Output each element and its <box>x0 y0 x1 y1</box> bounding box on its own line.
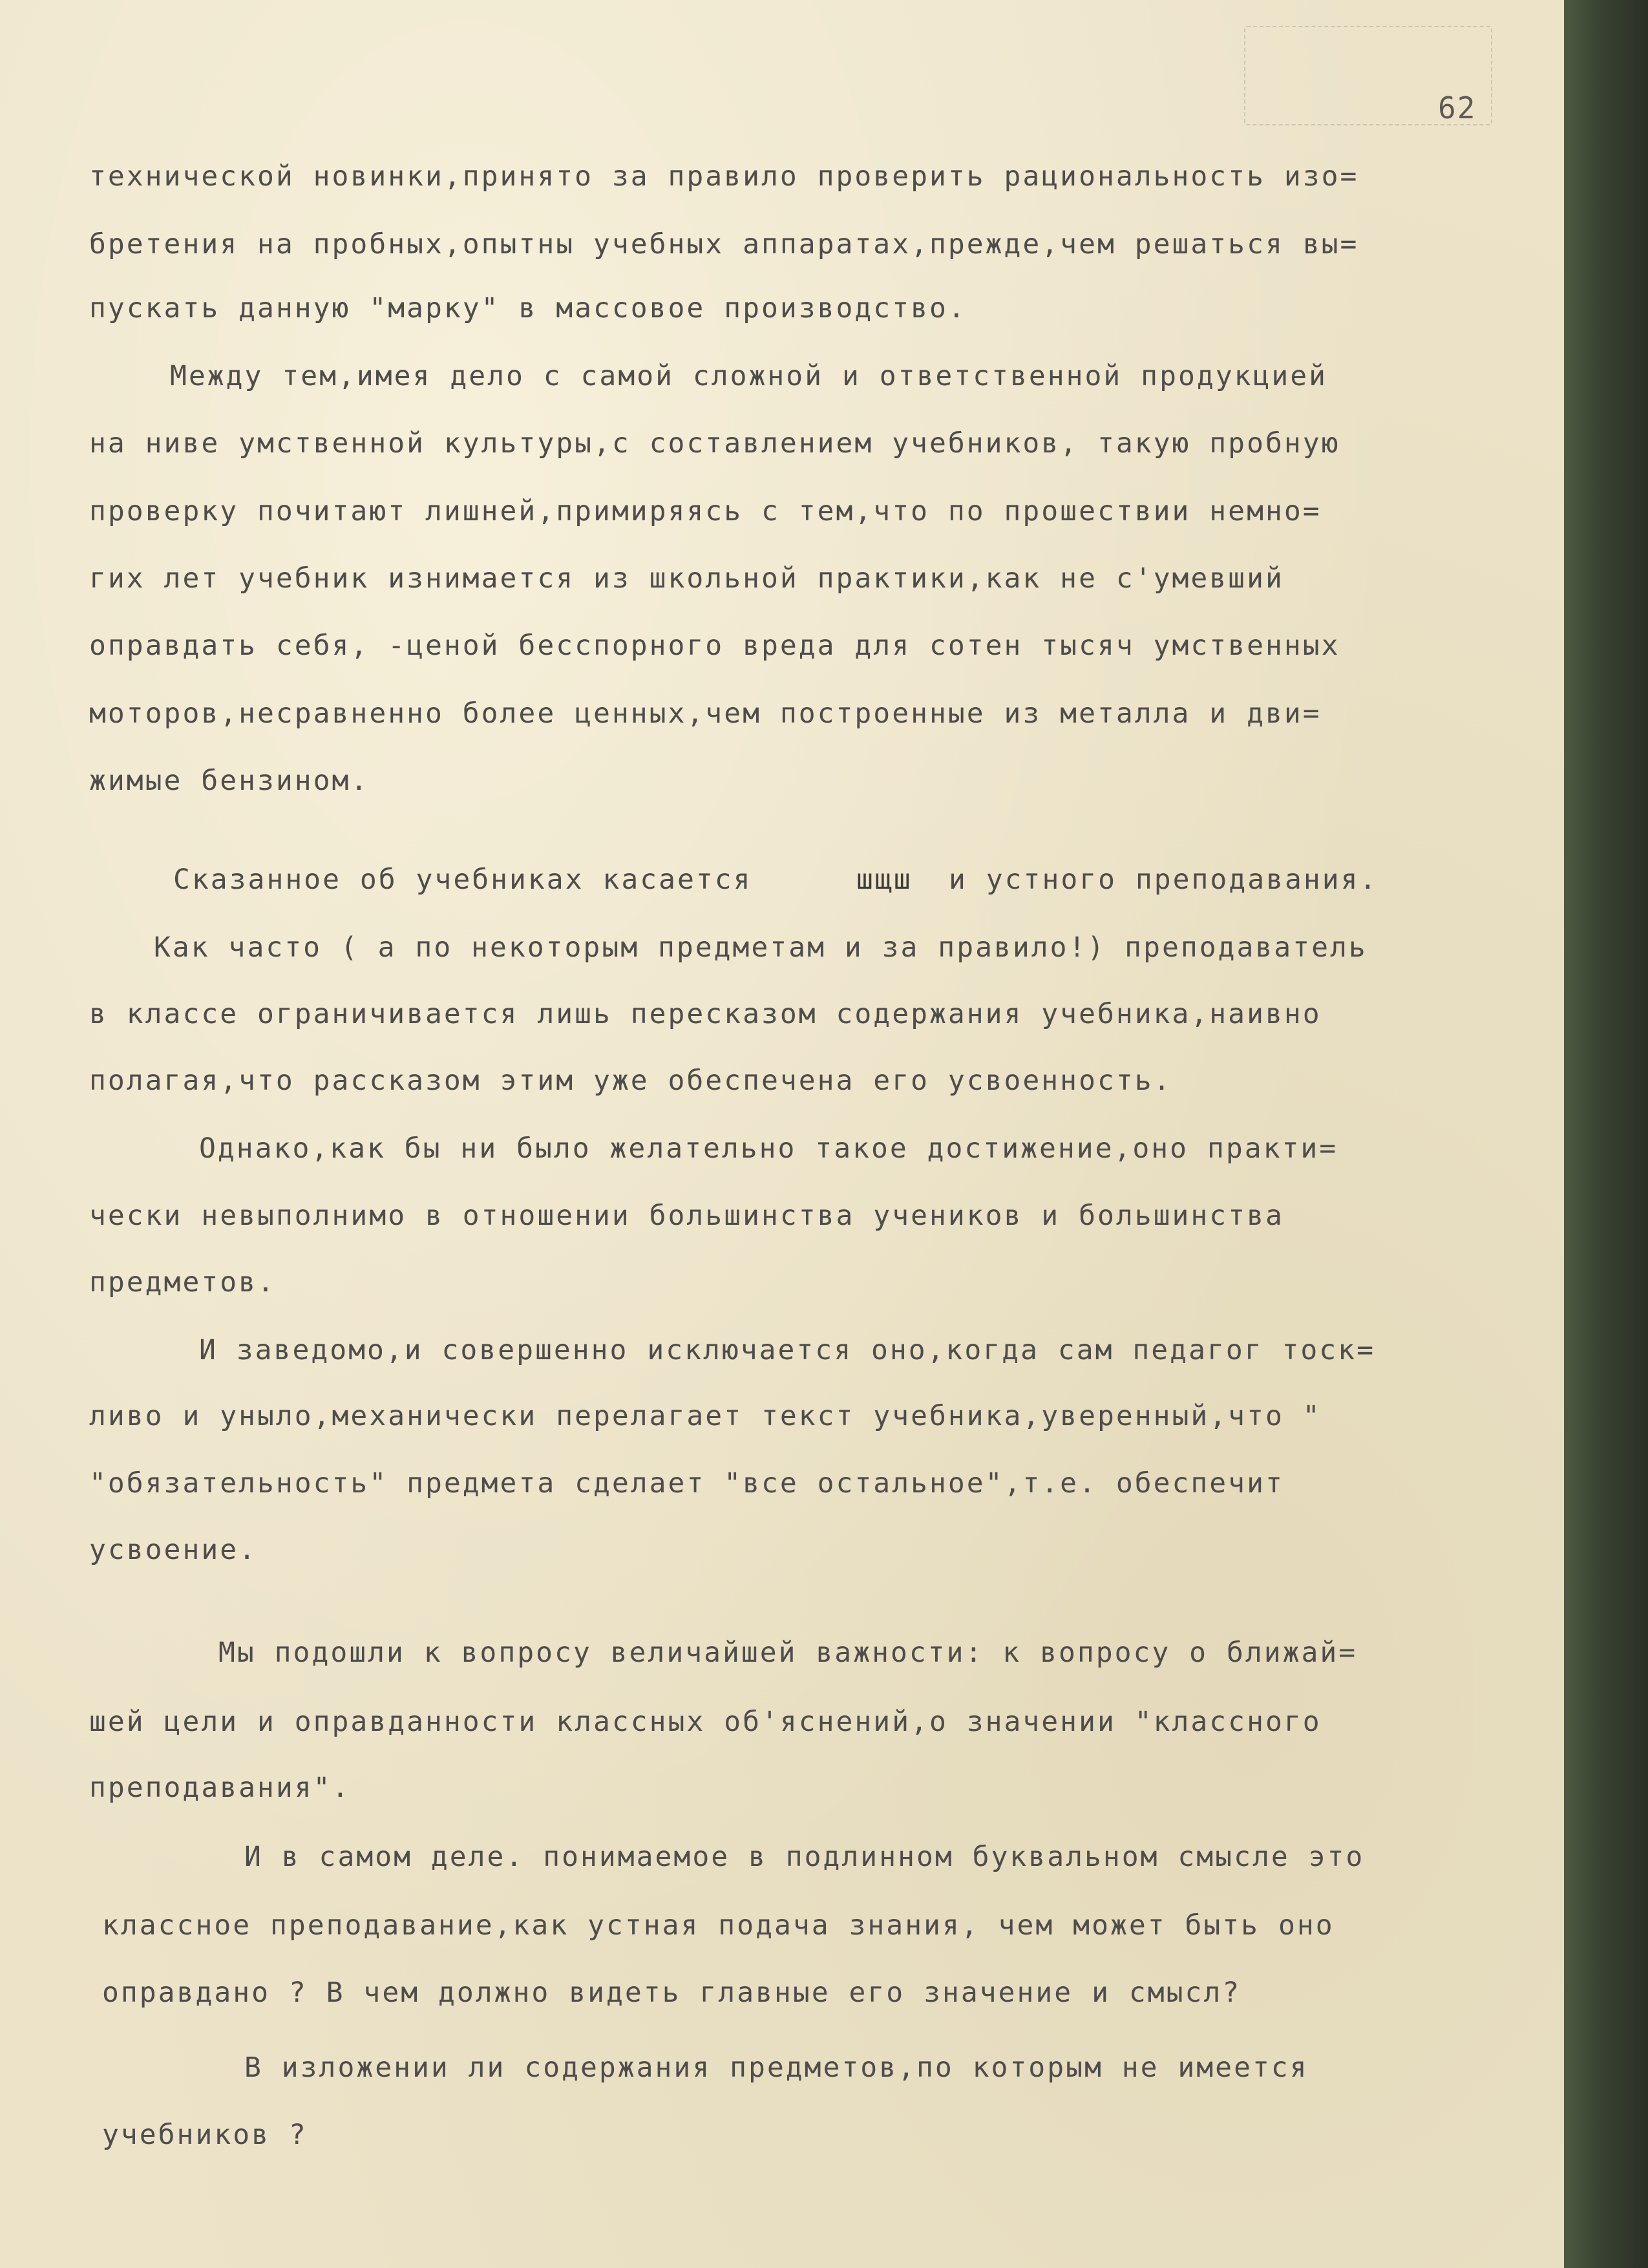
text-line: предметов. <box>89 1266 276 1298</box>
text-line: классное преподавание,как устная подача знания, чем может быть оно <box>102 1909 1335 1942</box>
text-line: жимые бензином. <box>89 765 370 797</box>
text-line: бретения на пробных,опытны учебных аппаратах,прежде,чем решаться вы= <box>89 228 1359 260</box>
text-line: И заведомо,и совершенно исключается оно,когда сам педагог тоск= <box>199 1334 1375 1366</box>
text-line: преподавания". <box>89 1772 351 1804</box>
text-line: моторов,несравненно более ценных,чем построенные из металла и дви= <box>89 697 1322 730</box>
text-line: Однако,как бы ни было желательно такое достижение,оно практи= <box>199 1132 1338 1165</box>
text-line: пускать данную "марку" в массовое производство. <box>89 292 967 324</box>
text-line: Между тем,имея дело с самой сложной и ответственной продукцией <box>170 360 1328 392</box>
page-number: 62 <box>1438 90 1477 125</box>
text-line: Мы подошли к вопросу величайшей важности: к вопросу о ближай= <box>218 1637 1358 1669</box>
text-line: Как часто ( а по некоторым предметам и за правило!) преподаватель <box>154 931 1368 964</box>
text-line: ливо и уныло,механически перелагает текст учебника,уверенный,что " <box>89 1400 1322 1432</box>
text-line: проверку почитают лишней,примиряясь с тем,что по прошествии немно= <box>89 495 1322 527</box>
strikeout-mark: шщш <box>856 864 913 896</box>
text-line: и устного преподавания. <box>949 864 1379 896</box>
text-line: шей цели и оправданности классных об'яснений,о значении "классного <box>89 1706 1322 1738</box>
text-line: в классе ограничивается лишь пересказом содержания учебника,наивно <box>89 998 1322 1030</box>
text-line: оправдать себя, -ценой бесспорного вреда для сотен тысяч умственных <box>89 630 1340 662</box>
text-line: гих лет учебник изнимается из школьной практики,как не с'умевший <box>89 562 1284 595</box>
text-line: полагая,что рассказом этим уже обеспечена его усвоенность. <box>89 1065 1172 1097</box>
background-edge <box>1564 0 1648 2268</box>
text-line: оправдано ? В чем должно видеть главные его значение и смысл? <box>102 1977 1241 2009</box>
text-line: "обязательность" предмета сделает "все остальное",т.е. обеспечит <box>89 1467 1284 1500</box>
text-line: чески невыполнимо в отношении большинства учеников и большинства <box>89 1200 1284 1232</box>
text-line: технической новинки,принято за правило проверить рациональность изо= <box>89 160 1359 193</box>
text-line: на ниве умственной культуры,с составлением учебников, такую пробную <box>89 427 1340 460</box>
text-line: усвоение. <box>89 1534 257 1566</box>
text-line: учебников ? <box>102 2119 308 2151</box>
text-line: Сказанное об учебниках касается <box>173 864 752 896</box>
text-line: И в самом деле. понимаемое в подлинном буквальном смысле это <box>244 1841 1365 1873</box>
text-line: В изложении ли содержания предметов,по которым не имеется <box>244 2051 1309 2084</box>
